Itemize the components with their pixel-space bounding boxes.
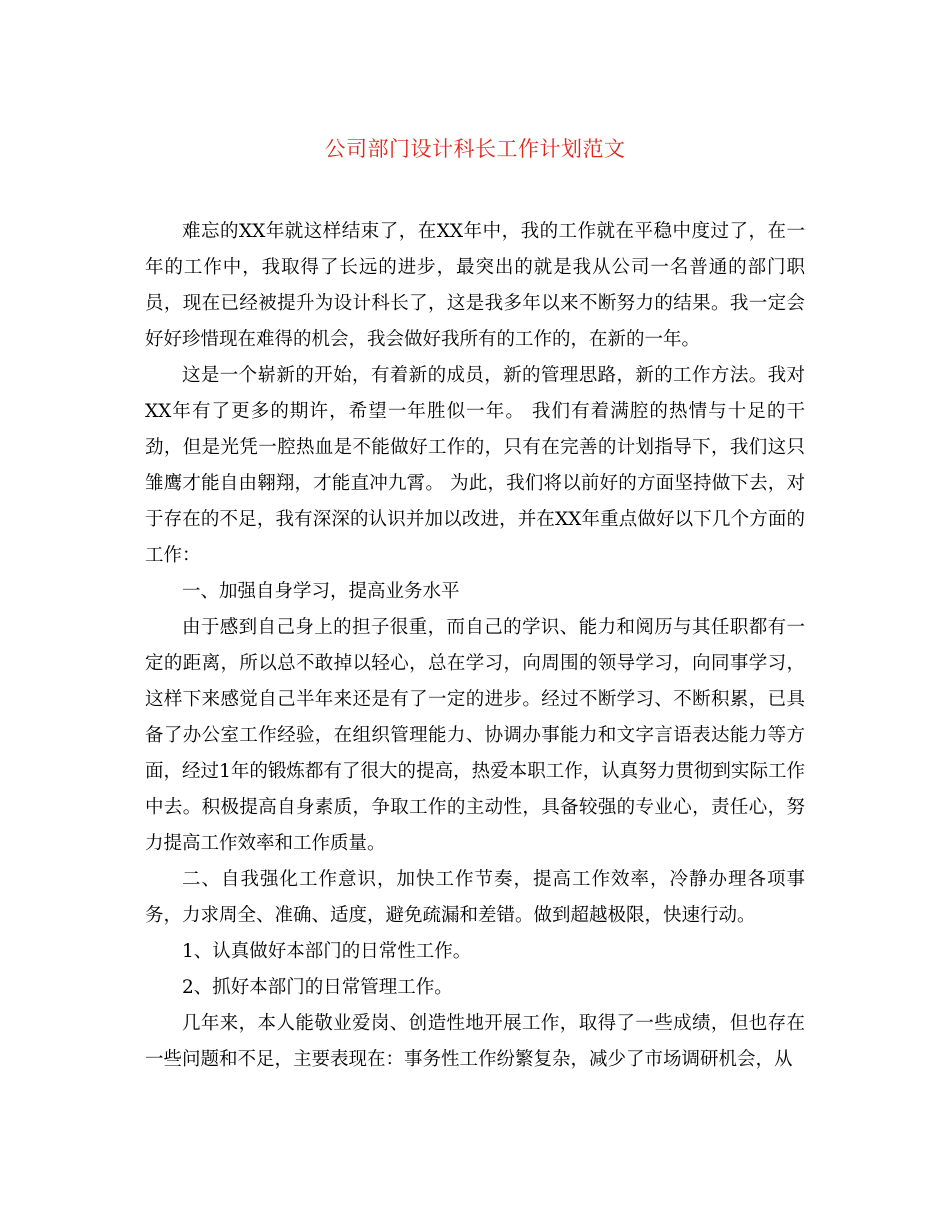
section-heading-2: 二、自我强化工作意识，加快工作节奏，提高工作效率，冷静办理各项事务，力求周全、准确、适度，避免疏漏和差错。做到超越极限，快速行动。: [145, 869, 805, 926]
paragraph-learning: 由于感到自己身上的担子很重，而自己的学识、能力和阅历与其任职都有一定的距离，所以总不敢掉以轻心，总在学习，向周围的领导学习，向同事学习，这样下来感觉自己半年来还是有了一定的进步。经过不断学习、不断积累，已具备了办公室工作经验，在组织管理能力、协调办事能力和文字言语表达能力等方面，经过1年的锻炼都有了很大的提高，热爱本职工作，认真努力贯彻到实际工作中去。积极提高自身素质，争取工作的主动性，具备较强的专业心，责任心，努力提高工作效率和工作质量。: [145, 617, 805, 854]
section-heading-1: 一、加强自身学习，提高业务水平: [182, 581, 460, 602]
paragraph-shortcomings: 几年来，本人能敬业爱岗、创造性地开展工作，取得了一些成绩，但也存在一些问题和不足，主要表现在：事务性工作纷繁复杂，减少了市场调研机会，从: [145, 1013, 805, 1070]
list-item-2: 2、抓好本部门的日常管理工作。: [182, 977, 453, 998]
document-body: [145, 214, 805, 1078]
list-item-1: 1、认真做好本部门的日常性工作。: [182, 941, 472, 962]
paragraph-intro: 难忘的XX年就这样结束了，在XX年中，我的工作就在平稳中度过了，在一年的工作中，我取得了长远的进步，最突出的就是我从公司一名普通的部门职员，现在已经被提升为设计科长了，这是我多年以来不断努力的结果。我一定会好好珍惜现在难得的机会，我会做好我所有的工作的，在新的一年。: [145, 221, 805, 350]
document-title: 公司部门设计科长工作计划范文: [324, 137, 626, 161]
paragraph-new-start: 这是一个崭新的开始，有着新的成员，新的管理思路，新的工作方法。我对XX年有了更多的期许，希望一年胜似一年。 我们有着满腔的热情与十足的干劲，但是光凭一腔热血是不能做好工作的，只有在完善的计划指导下，我们这只雏鹰才能自由翱翔，才能直冲九霄。 为此，我们将以前好的方面坚持做下去，对于存在的不足，我有深深的认识并加以改进，并在XX年重点做好以下几个方面的工作：: [145, 365, 805, 566]
